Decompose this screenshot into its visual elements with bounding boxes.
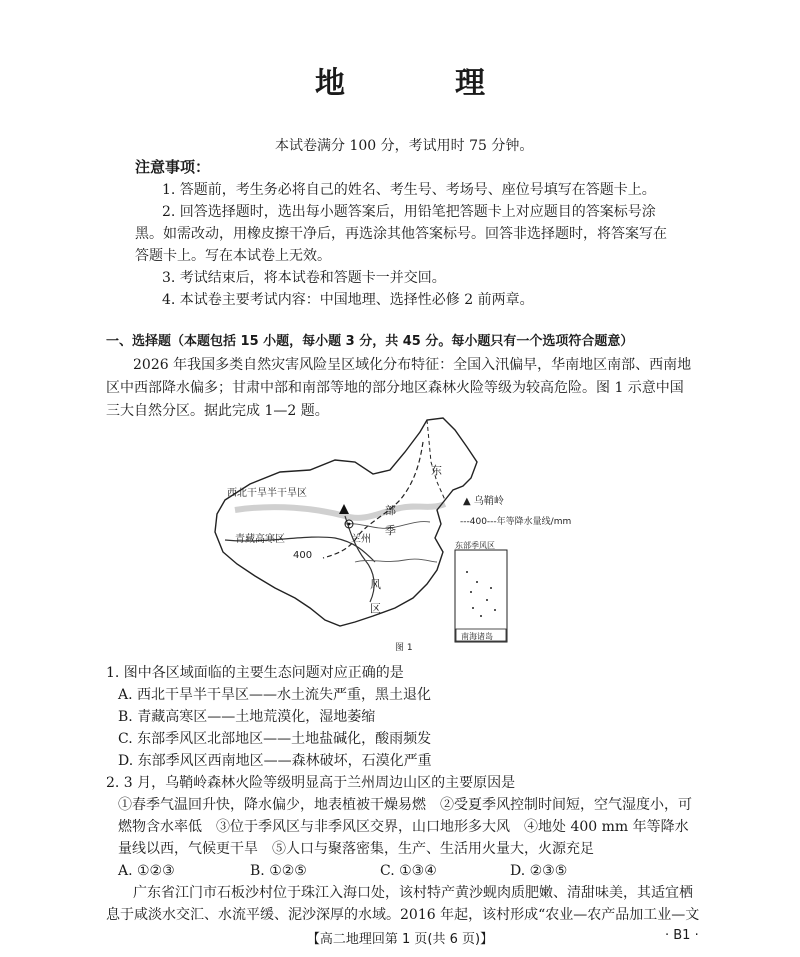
page-footer: 【高二地理回第 1 页(共 6 页)】 (306, 932, 494, 947)
q1-option: D. 东部季风区西南地区——森林破坏，石漠化严重 (118, 753, 432, 769)
notice-heading: 注意事项： (135, 158, 211, 176)
exam-info: 本试卷满分 100 分，考试用时 75 分钟。 (275, 138, 534, 154)
q1-option: B. 青藏高寒区——土地荒漠化，湿地萎缩 (118, 709, 376, 725)
intro-line: 三大自然分区。据此完成 1—2 题。 (106, 403, 329, 419)
inset-title: 东部季风区 (455, 541, 495, 550)
q1-option: C. 东部季风区北部地区——土地盐碱化，酸雨频发 (118, 731, 432, 747)
mountain-marker (339, 504, 349, 514)
q1-option: A. 西北干旱半干旱区——水土流失严重，黑土退化 (118, 687, 432, 703)
china-regions-map (205, 412, 605, 652)
notice-line: 3. 考试结束后，将本试卷和答题卡一并交回。 (162, 270, 446, 286)
q2-option: D. ②③⑤ (510, 863, 568, 879)
intro-line: 2026 年我国多类自然灾害风险呈区域化分布特征：全国入汛偏早，华南地区南部、西南地 (133, 357, 692, 373)
q2-option: A. ①②③ (118, 863, 175, 879)
notice-line: 2. 回答选择题时，选出每小题答案后，用铅笔把答题卡上对应题目的答案标号涂 (162, 204, 656, 220)
notice-line: 1. 答题前，考生务必将自己的姓名、考生号、考场号、座位号填写在答题卡上。 (162, 182, 656, 198)
notice-line: 答题卡上。写在本试卷上无效。 (135, 248, 331, 264)
river-line (355, 559, 437, 562)
region-label-east: 东 (431, 464, 442, 477)
city-label: 兰州 (351, 534, 371, 545)
q2-option: B. ①②⑤ (250, 863, 307, 879)
notice-line: 黑。如需改动，用橡皮擦干净后，再选涂其他答案标号。回答非选择题时，将答案写在 (135, 226, 667, 242)
intro-line: 区中西部降水偏多；甘肃中部和南部等地的部分地区森林火险等级为较高危险。图 1 示意中国 (106, 380, 684, 396)
q2-stem: 2. 3 月，乌鞘岭森林火险等级明显高于兰州周边山区的主要原因是 (106, 775, 516, 791)
region-label-east: 部 (385, 504, 396, 517)
legend-mountain: ▲ 乌鞘岭 (463, 496, 504, 507)
page-title: 地 理 (315, 66, 525, 101)
region-label-east: 季 (385, 524, 396, 537)
q2-line: 量线以西，气候更干旱 ⑤人口与聚落密集，生产、生活用火量大，火源充足 (118, 841, 594, 857)
page-code: · B1 · (665, 928, 699, 943)
region-label-east: 风 (370, 578, 381, 591)
region-label-qz: 青藏高寒区 (235, 534, 285, 545)
inset-caption: 南海诸岛 (461, 632, 493, 641)
passage-line: 息于咸淡水交汇、水流平缓、泥沙深厚的水域。2016 年起，该村形成“农业—农产品加工业—文 (106, 907, 700, 923)
q1-stem: 1. 图中各区域面临的主要生态问题对应正确的是 (106, 665, 404, 681)
region-label-east: 区 (370, 602, 381, 615)
q2-line: ①春季气温回升快，降水偏少，地表植被干燥易燃 ②受夏季风控制时间短，空气湿度小，可 (118, 797, 692, 813)
northeast-boundary (427, 420, 445, 500)
inset-frame (455, 550, 507, 642)
section-heading: 一、选择题（本题包括 15 小题，每小题 3 分，共 45 分。每小题只有一个选项符合题意） (106, 334, 634, 349)
region-boundary-nw (235, 504, 445, 518)
isohyet-label: 400 (293, 550, 313, 561)
notice-line: 4. 本试卷主要考试内容：中国地理、选择性必修 2 前两章。 (162, 292, 534, 308)
region-label-nw: 西北干旱半干旱区 (227, 488, 307, 499)
passage-line: 广东省江门市石板沙村位于珠江入海口处，该村特产黄沙蚬肉质肥嫩、清甜味美，其适宜栖 (133, 885, 693, 901)
inset-islands (466, 571, 496, 617)
legend-isohyet: ---400---年等降水量线/mm (460, 517, 572, 527)
q2-line: 燃物含水率低 ③位于季风区与非季风区交界，山口地形多大风 ④地处 400 mm 年等降水 (118, 819, 689, 835)
figure-caption: 图 1 (395, 643, 413, 652)
q2-option: C. ①③④ (380, 863, 437, 879)
isohyet-400-line (323, 442, 423, 558)
